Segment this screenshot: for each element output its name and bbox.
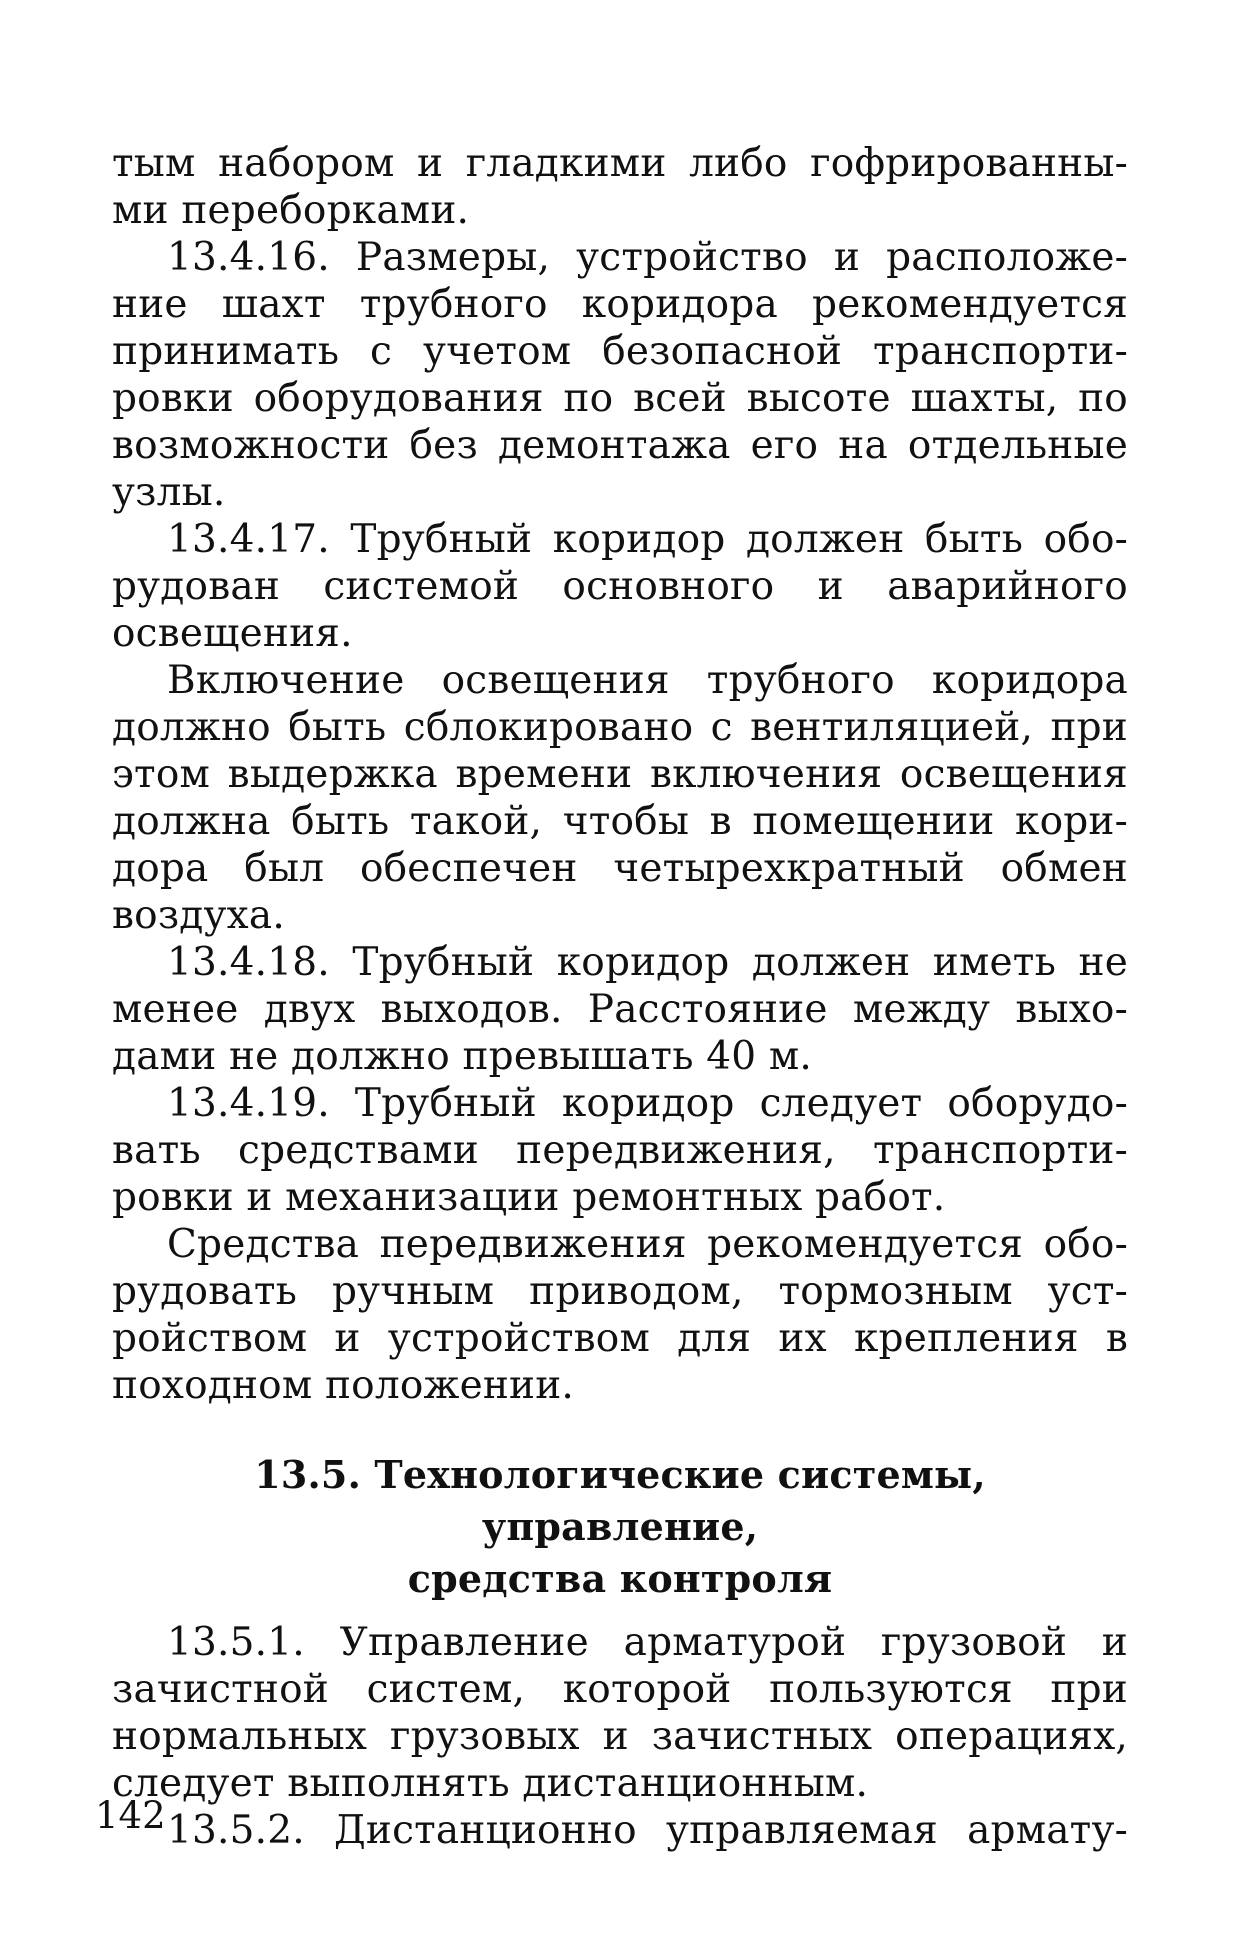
text-line: этом выдержка времени включения освещения	[112, 752, 1128, 797]
text-line: ние шахт трубного коридора рекомендуется	[112, 282, 1128, 327]
paragraph	[112, 516, 1128, 657]
paragraph	[112, 234, 1128, 516]
paragraph	[112, 1080, 1128, 1221]
text-line: зачистной систем, которой пользуются при	[112, 1667, 1128, 1712]
paragraph	[112, 657, 1128, 939]
text-line: воздуха.	[112, 893, 285, 938]
section-heading	[112, 1449, 1128, 1605]
heading-line: 13.5. Технологические системы, управление,	[254, 1452, 986, 1549]
text-line: 13.4.17. Трубный коридор должен быть обо-	[167, 517, 1128, 562]
paragraph	[112, 140, 1128, 234]
text-line: должно быть сблокировано с вентиляцией, при	[112, 705, 1128, 750]
text-line: менее двух выходов. Расстояние между выхо-	[112, 987, 1128, 1032]
page-number: 142	[95, 1794, 166, 1837]
paragraph	[112, 1807, 1128, 1854]
text-line: ровки и механизации ремонтных работ.	[112, 1175, 946, 1220]
text-line: ровки оборудования по всей высоте шахты, по	[112, 376, 1128, 421]
text-block	[112, 140, 1128, 1854]
text-line: должна быть такой, чтобы в помещении кори-	[112, 799, 1128, 844]
heading-line: средства контроля	[407, 1556, 833, 1601]
text-line: узлы.	[112, 470, 226, 515]
text-line: нормальных грузовых и зачистных операциях,	[112, 1714, 1128, 1759]
text-line: принимать с учетом безопасной транспорти-	[112, 329, 1128, 374]
text-line: возможности без демонтажа его на отдельные	[112, 423, 1128, 468]
text-line: походном положении.	[112, 1363, 575, 1408]
text-line: 13.4.16. Размеры, устройство и расположе-	[167, 235, 1128, 280]
text-line: Включение освещения трубного коридора	[167, 658, 1128, 703]
text-line: рудован системой основного и аварийного	[112, 564, 1128, 609]
text-line: рудовать ручным приводом, тормозным уст-	[112, 1269, 1128, 1314]
text-line: вать средствами передвижения, транспорти-	[112, 1128, 1128, 1173]
text-line: ми переборками.	[112, 188, 470, 233]
text-line: Средства передвижения рекомендуется обо-	[167, 1222, 1128, 1267]
text-line: 13.4.18. Трубный коридор должен иметь не	[167, 940, 1128, 985]
paragraph	[112, 1221, 1128, 1409]
text-line: дами не должно превышать 40 м.	[112, 1034, 812, 1079]
text-line: 13.4.19. Трубный коридор следует оборудо-	[167, 1081, 1128, 1126]
text-line: освещения.	[112, 611, 353, 656]
text-line: тым набором и гладкими либо гофрированны-	[112, 141, 1128, 186]
text-line: 13.5.1. Управление арматурой грузовой и	[167, 1620, 1128, 1665]
paragraph	[112, 939, 1128, 1080]
text-line: 13.5.2. Дистанционно управляемая армату-	[167, 1808, 1128, 1853]
text-line: следует выполнять дистанционным.	[112, 1761, 869, 1806]
text-line: дора был обеспечен четырехкратный обмен	[112, 846, 1128, 891]
paragraph	[112, 1619, 1128, 1807]
text-line: ройством и устройством для их крепления в	[112, 1316, 1128, 1361]
